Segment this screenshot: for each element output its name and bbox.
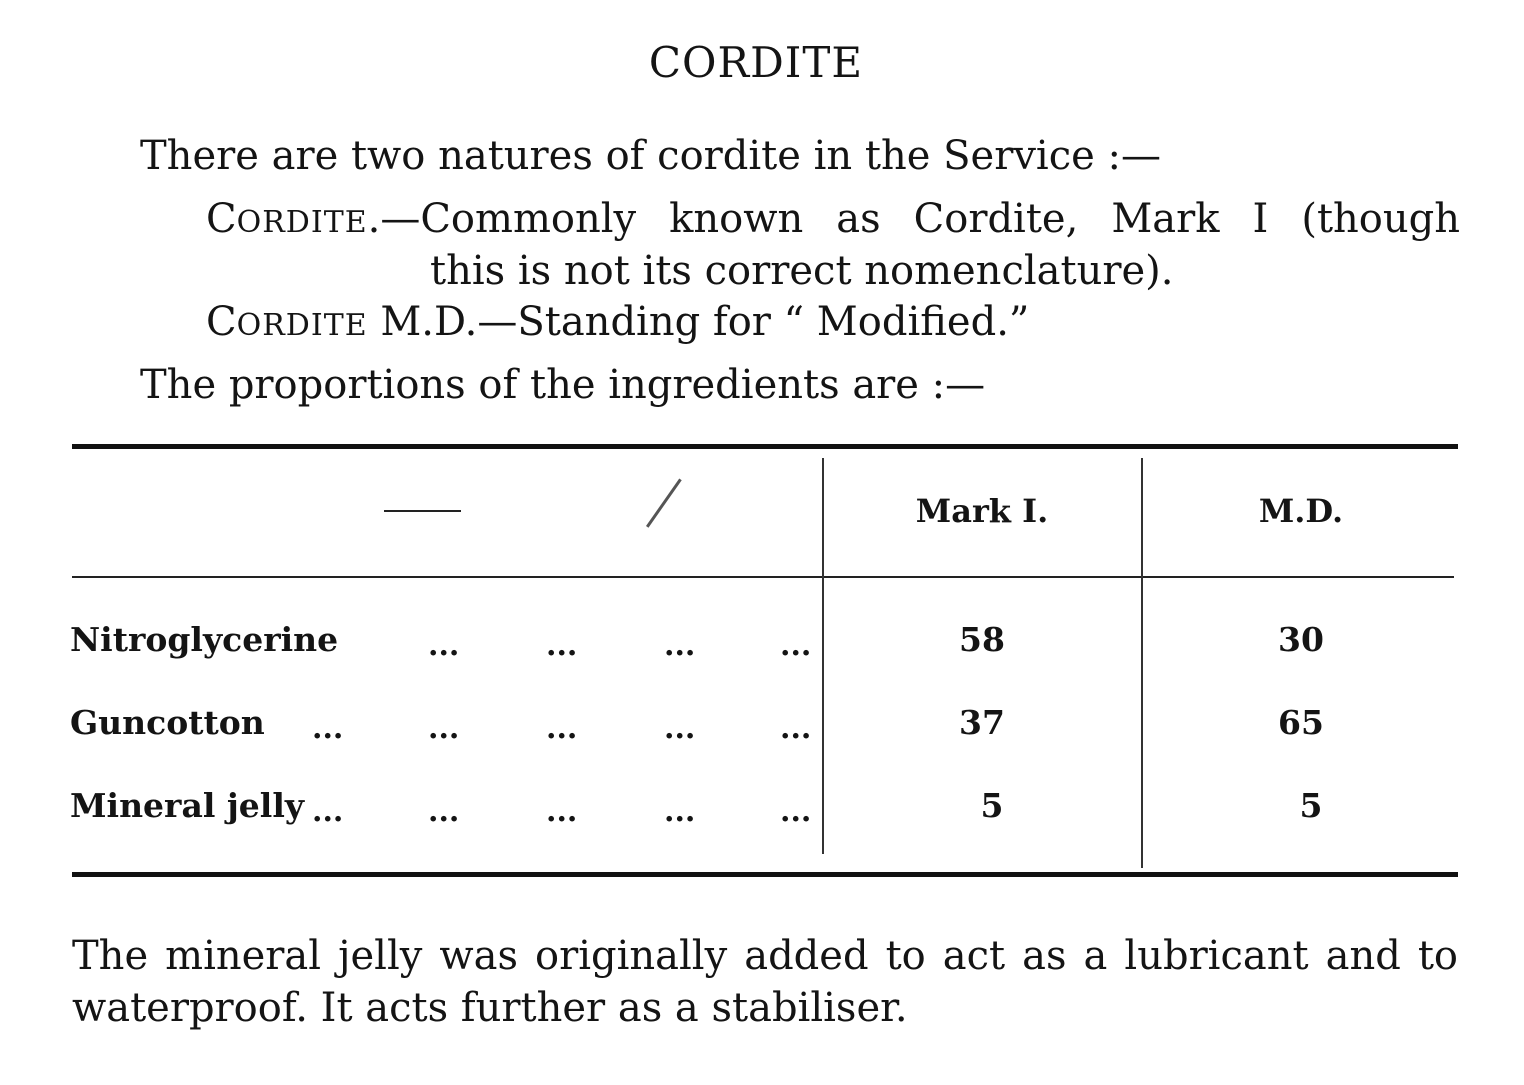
- leader-dots: ...: [546, 628, 578, 663]
- table-header-rule: [72, 576, 1454, 578]
- cordite-md-entry: [206, 299, 1029, 345]
- column-header-md: M.D.: [1258, 492, 1344, 530]
- proportions-lead: The proportions of the ingredients are :—: [140, 362, 986, 408]
- intro-paragraph: There are two natures of cordite in the Service :—: [140, 133, 1161, 179]
- row-ingredient: Nitroglycerine: [70, 620, 339, 659]
- table-bottom-rule: [72, 872, 1458, 877]
- pencil-mark: [646, 478, 682, 527]
- leader-dots: ...: [428, 711, 460, 746]
- row-ingredient: Guncotton: [70, 703, 265, 742]
- leader-dots: ...: [312, 794, 344, 829]
- value-mark-i: 5: [980, 786, 1004, 825]
- cordite-mark-i-description: .—Commonly known as Cordite, Mark I (though: [367, 196, 1460, 242]
- leader-dots: ...: [780, 711, 812, 746]
- stub-header-dash: [384, 510, 461, 512]
- cordite-md-name-initial: C: [206, 299, 237, 345]
- leader-dots: ...: [780, 628, 812, 663]
- footnote-paragraph: The mineral jelly was originally added to act as a lubricant and to waterproof. It acts further as a stabiliser.: [72, 933, 1458, 1031]
- leader-dots: ...: [546, 711, 578, 746]
- page-title: CORDITE: [648, 38, 864, 87]
- leader-dots: ...: [664, 628, 696, 663]
- cordite-md-description: M.D.—Standing for “ Modified.”: [367, 299, 1030, 345]
- value-mark-i: 58: [959, 620, 1005, 659]
- leader-dots: ...: [664, 711, 696, 746]
- row-ingredient: Mineral jelly: [70, 786, 305, 825]
- leader-dots: ...: [312, 711, 344, 746]
- leader-dots: ...: [780, 794, 812, 829]
- column-header-mark-i: Mark I.: [915, 492, 1049, 530]
- cordite-mark-i-continuation: this is not its correct nomenclature).: [430, 248, 1174, 294]
- leader-dots: ...: [428, 794, 460, 829]
- cordite-mark-i-entry: [206, 196, 1460, 242]
- cordite-name-initial: C: [206, 196, 237, 242]
- cordite-name-smallcaps: ORDITE: [236, 205, 368, 240]
- cordite-md-name-smallcaps: ORDITE: [236, 308, 368, 343]
- value-mark-i: 37: [959, 703, 1005, 742]
- value-md: 5: [1299, 786, 1323, 825]
- value-md: 30: [1278, 620, 1324, 659]
- value-md: 65: [1278, 703, 1324, 742]
- leader-dots: ...: [428, 628, 460, 663]
- leader-dots: ...: [664, 794, 696, 829]
- leader-dots: ...: [546, 794, 578, 829]
- table-top-rule: [72, 444, 1458, 449]
